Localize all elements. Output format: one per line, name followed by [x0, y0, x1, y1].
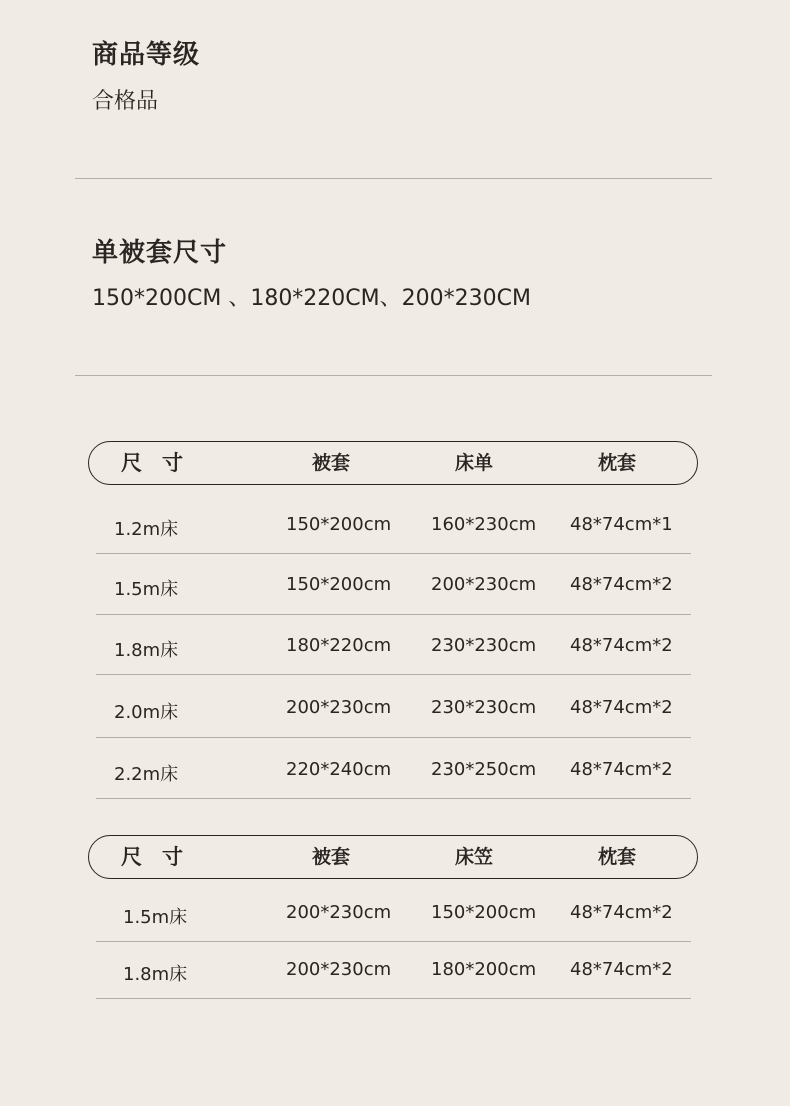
cell-fitted-sheet: 150*200cm — [431, 902, 537, 923]
cell-bed-size: 1.8m床 — [123, 964, 188, 985]
cell-sheet: 230*230cm — [431, 635, 537, 656]
table-row — [96, 942, 691, 999]
table-row — [96, 614, 691, 675]
cell-duvet-cover: 150*200cm — [286, 574, 392, 595]
cell-sheet: 200*230cm — [431, 574, 537, 595]
cell-bed-size: 1.2m床 — [114, 519, 179, 540]
divider — [75, 178, 712, 179]
table-row — [96, 554, 691, 615]
header-pillowcase: 枕套 — [598, 452, 637, 474]
header-duvet-cover: 被套 — [312, 846, 351, 868]
cell-pillowcase: 48*74cm*2 — [570, 574, 673, 595]
divider — [75, 375, 712, 376]
table-row — [96, 883, 691, 942]
table-row — [96, 675, 691, 738]
cell-sheet: 160*230cm — [431, 514, 537, 535]
table-header — [88, 835, 698, 879]
cell-bed-size: 2.0m床 — [114, 702, 179, 723]
cell-pillowcase: 48*74cm*2 — [570, 759, 673, 780]
cell-pillowcase: 48*74cm*2 — [570, 902, 673, 923]
header-sheet: 床单 — [455, 452, 494, 474]
cell-pillowcase: 48*74cm*2 — [570, 697, 673, 718]
table-row — [96, 738, 691, 799]
cell-fitted-sheet: 180*200cm — [431, 959, 537, 980]
header-pillowcase: 枕套 — [598, 846, 637, 868]
header-fitted-sheet: 床笠 — [455, 846, 494, 868]
header-size: 尺寸 — [121, 451, 203, 475]
cell-pillowcase: 48*74cm*1 — [570, 514, 673, 535]
cell-bed-size: 2.2m床 — [114, 764, 179, 785]
cell-duvet-cover: 200*230cm — [286, 697, 392, 718]
cell-bed-size: 1.8m床 — [114, 640, 179, 661]
grade-value: 合格品 — [92, 89, 159, 114]
cell-bed-size: 1.5m床 — [123, 907, 188, 928]
header-duvet-cover: 被套 — [312, 452, 351, 474]
cell-duvet-cover: 150*200cm — [286, 514, 392, 535]
cell-duvet-cover: 220*240cm — [286, 759, 392, 780]
duvet-size-value: 150*200CM 、180*220CM、200*230CM — [92, 286, 531, 311]
cell-sheet: 230*250cm — [431, 759, 537, 780]
cell-duvet-cover: 200*230cm — [286, 902, 392, 923]
table-header — [88, 441, 698, 485]
table-row — [96, 493, 691, 554]
cell-bed-size: 1.5m床 — [114, 579, 179, 600]
duvet-size-title: 单被套尺寸 — [92, 238, 228, 268]
cell-pillowcase: 48*74cm*2 — [570, 959, 673, 980]
grade-title: 商品等级 — [92, 40, 201, 70]
cell-duvet-cover: 180*220cm — [286, 635, 392, 656]
cell-pillowcase: 48*74cm*2 — [570, 635, 673, 656]
header-size: 尺寸 — [121, 845, 203, 869]
cell-duvet-cover: 200*230cm — [286, 959, 392, 980]
cell-sheet: 230*230cm — [431, 697, 537, 718]
